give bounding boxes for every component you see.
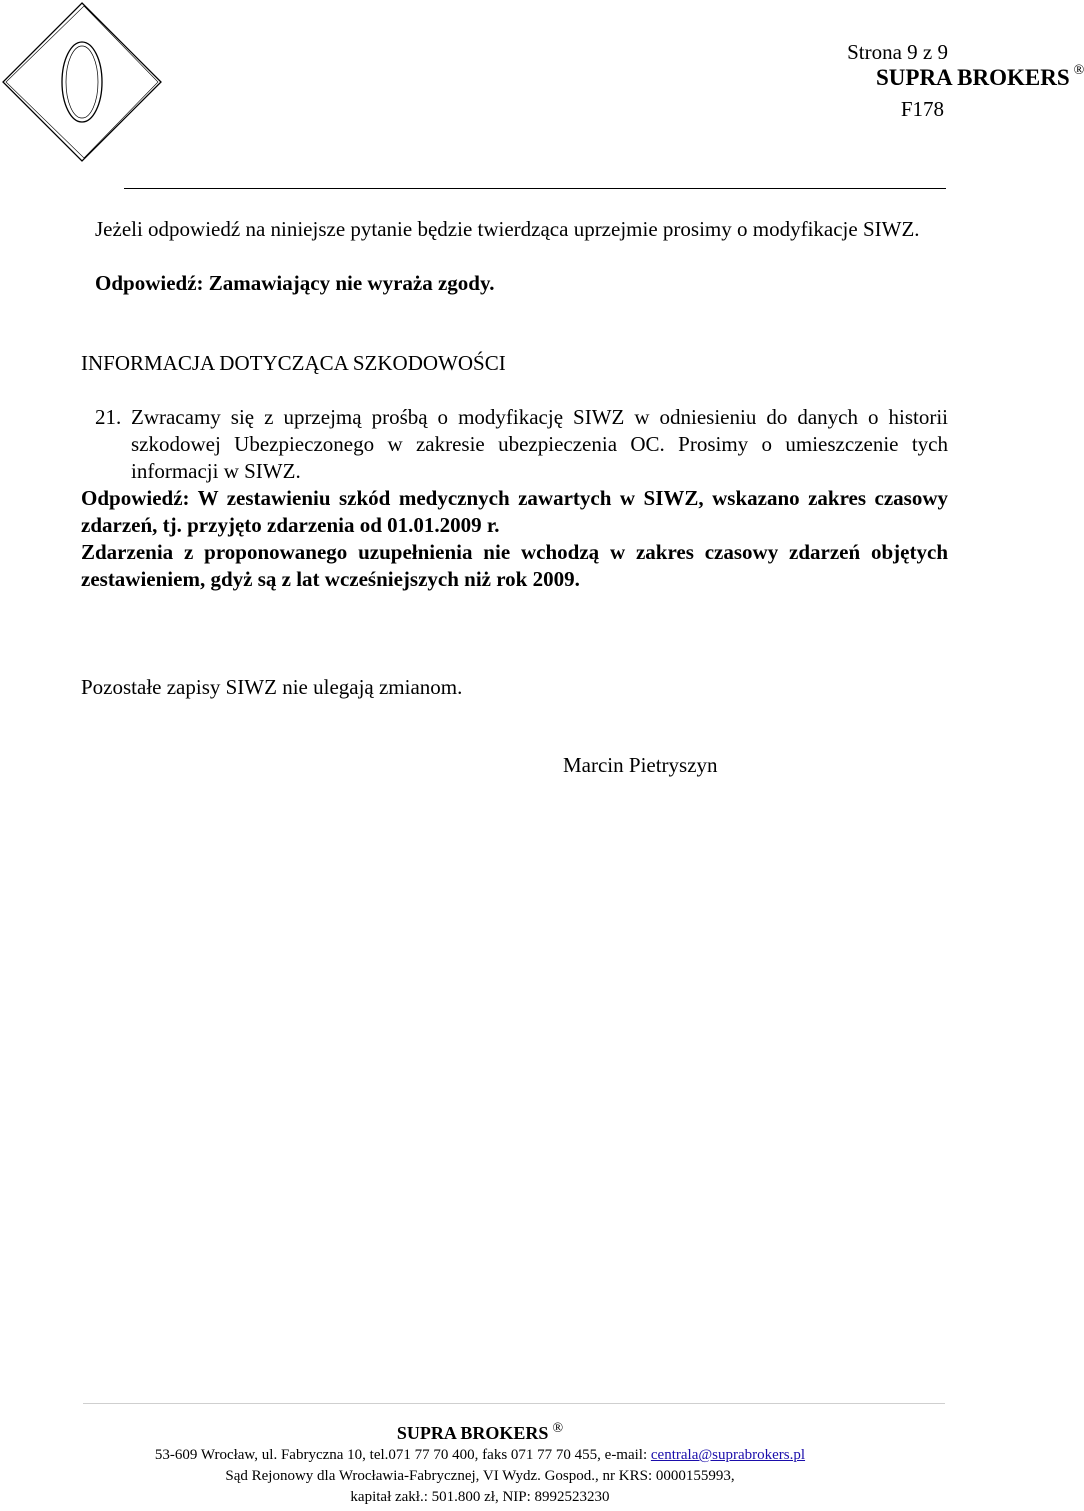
signature-name: Marcin Pietryszyn (563, 753, 718, 777)
footer-court-registration: Sąd Rejonowy dla Wrocławia-Fabrycznej, VI Wydz. Gospod., nr KRS: 0000155993, (225, 1468, 735, 1484)
answer-1: Odpowiedź: Zamawiający nie wyraża zgody. (95, 271, 495, 295)
footer-brand: SUPRA BROKERS ® (396, 1421, 564, 1443)
question-intro: Jeżeli odpowiedź na niniejsze pytanie będzie twierdząca uprzejmie prosimy o modyfikacje SIWZ. (95, 217, 920, 241)
footer-registered-mark: ® (552, 1421, 564, 1436)
question-21-text: Zwracamy się z uprzejmą prośbą o modyfikację SIWZ w odniesieniu do danych o historii szkodowej Ubezpieczonego w zakresie ubezpieczenia OC. Prosimy o umieszczenie tych informacji w SIWZ. (131, 405, 948, 483)
footer-divider (83, 1403, 945, 1404)
document-code: F178 (900, 97, 944, 121)
footer-address: 53-609 Wrocław, ul. Fabryczna 10, tel.071 77 70 400, faks 071 77 70 455, e-mail: centrala@suprabrokers.pl (154, 1447, 806, 1463)
section-heading: INFORMACJA DOTYCZĄCA SZKODOWOŚCI (81, 351, 506, 375)
footer-capital-tax-id: kapitał zakł.: 501.800 zł, NIP: 8992523230 (350, 1489, 610, 1505)
answer-21-continuation: Zdarzenia z proponowanego uzupełnienia nie wchodzą w zakres czasowy zdarzeń objętych zestawieniem, gdyż są z lat wcześniejszych niż rok 2009. (81, 540, 948, 591)
header-divider (124, 188, 946, 189)
page-number: Strona 9 z 9 (847, 40, 948, 64)
brand-name: SUPRA BROKERS ® (876, 63, 1084, 90)
remaining-provisions-note: Pozostałe zapisy SIWZ nie ulegają zmianom. (81, 675, 463, 699)
company-logo (0, 0, 180, 165)
answer-21: Odpowiedź: W zestawieniu szkód medycznych zawartych w SIWZ, wskazano zakres czasowy zdarzeń, tj. przyjęto zdarzenia od 01.01.2009 r. (81, 486, 948, 537)
footer-email-link[interactable]: centrala@suprabrokers.pl (650, 1447, 806, 1463)
question-21-number: 21. (95, 405, 122, 429)
registered-mark: ® (1073, 63, 1084, 78)
